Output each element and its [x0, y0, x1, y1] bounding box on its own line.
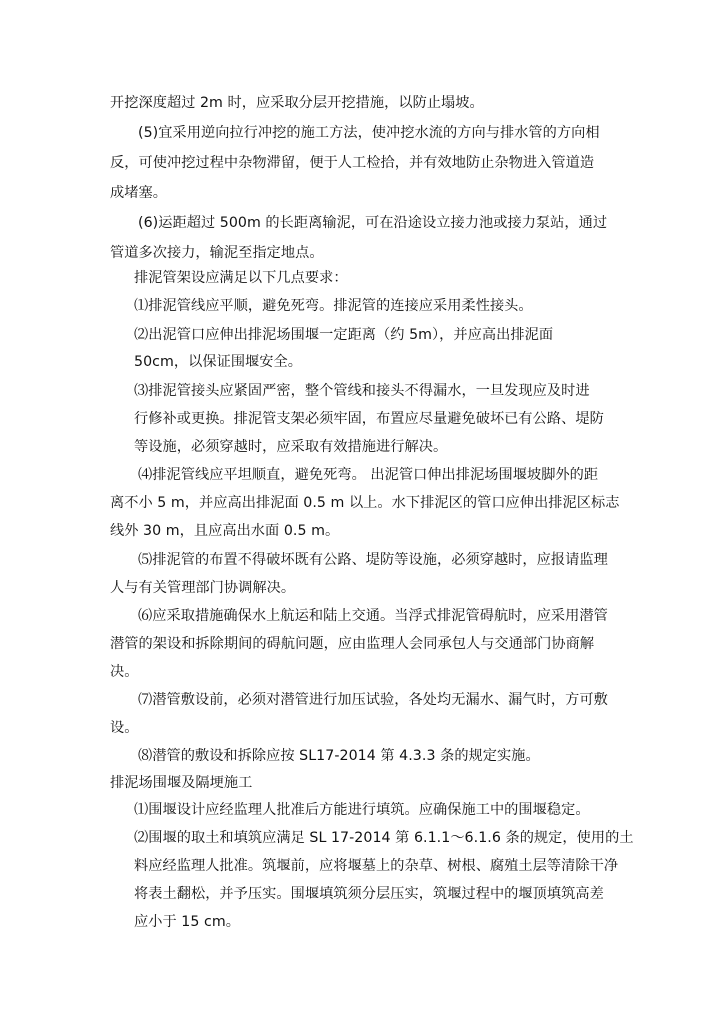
text-line: ⑸排泥管的布置不得破坏既有公路、堤防等设施，必须穿越时，应报请监理 — [138, 552, 608, 568]
text-line: 应小于 15 cm。 — [134, 914, 240, 930]
text-line: ⑷排泥管线应平坦顺直，避免死弯。 出泥管口伸出排泥场围堰坡脚外的距 — [138, 467, 599, 483]
text-line: 设。 — [110, 720, 139, 736]
text-line: ⑶排泥管接头应紧固严密，整个管线和接头不得漏水，一旦发现应及时进 — [134, 383, 590, 399]
text-line: (6)运距超过 500m 的长距离输泥，可在沿途设立接力池或接力泵站，通过 — [138, 215, 608, 231]
text-line: 离不小 5 m，并应高出排泥面 0.5 m 以上。水下排泥区的管口应伸出排泥区标志 — [110, 495, 620, 511]
text-line: 潜管的架设和拆除期间的碍航问题，应由监理人会同承包人与交通部门协商解 — [110, 636, 595, 652]
text-line: ⑻潜管的敷设和拆除应按 SL17-2014 第 4.3.3 条的规定实施。 — [138, 748, 540, 764]
text-line: ⑵出泥管口应伸出排泥场围堰一定距离（约 5m），并应高出排泥面 — [134, 327, 554, 343]
text-line: 线外 30 m，且应高出水面 0.5 m。 — [110, 523, 340, 539]
text-line: ⑴排泥管线应平顺，避免死弯。排泥管的连接应采用柔性接头。 — [134, 298, 533, 314]
text-line: ⑺潜管敷设前，必须对潜管进行加压试验，各处均无漏水、漏气时，方可敷 — [138, 692, 608, 708]
text-line: ⑵围堰的取土和填筑应满足 SL 17-2014 第 6.1.1～6.1.6 条的规定，使用的土 — [134, 830, 634, 846]
text-line: 开挖深度超过 2m 时，应采取分层开挖措施，以防止塌坡。 — [110, 95, 484, 111]
text-line: 将表土翻松，并予压实。围堰填筑须分层压实，筑堰过程中的堰顶填筑高差 — [134, 886, 604, 902]
text-line: 管道多次接力，输泥至指定地点。 — [110, 245, 324, 261]
text-line: 料应经监理人批准。筑堰前，应将堰墓上的杂草、树根、腐殖土层等清除干净 — [134, 858, 619, 874]
text-line: 反，可使冲挖过程中杂物滞留，便于人工检拾，并有效地防止杂物进入管道造 — [110, 155, 595, 171]
text-line: 50cm，以保证围堰安全。 — [134, 354, 303, 370]
text-line: 排泥管架设应满足以下几点要求： — [134, 270, 348, 286]
text-line: 行修补或更换。排泥管支架必须牢固，布置应尽量避免破坏已有公路、堤防 — [134, 411, 604, 427]
text-line: 排泥场围堰及隔埂施工 — [110, 775, 253, 791]
text-line: 决。 — [110, 664, 139, 680]
text-line: ⑴围堰设计应经监理人批准后方能进行填筑。应确保施工中的围堰稳定。 — [134, 802, 590, 818]
text-line: 等设施，必须穿越时，应采取有效措施进行解决。 — [134, 439, 448, 455]
text-line: (5)宜采用逆向拉行冲挖的施工方法，使冲挖水流的方向与排水管的方向相 — [138, 125, 600, 141]
text-line: 人与有关管理部门协调解决。 — [110, 580, 296, 596]
text-line: 成堵塞。 — [110, 185, 167, 201]
text-line: ⑹应采取措施确保水上航运和陆上交通。当浮式排泥管碍航时，应采用潜管 — [138, 608, 608, 624]
